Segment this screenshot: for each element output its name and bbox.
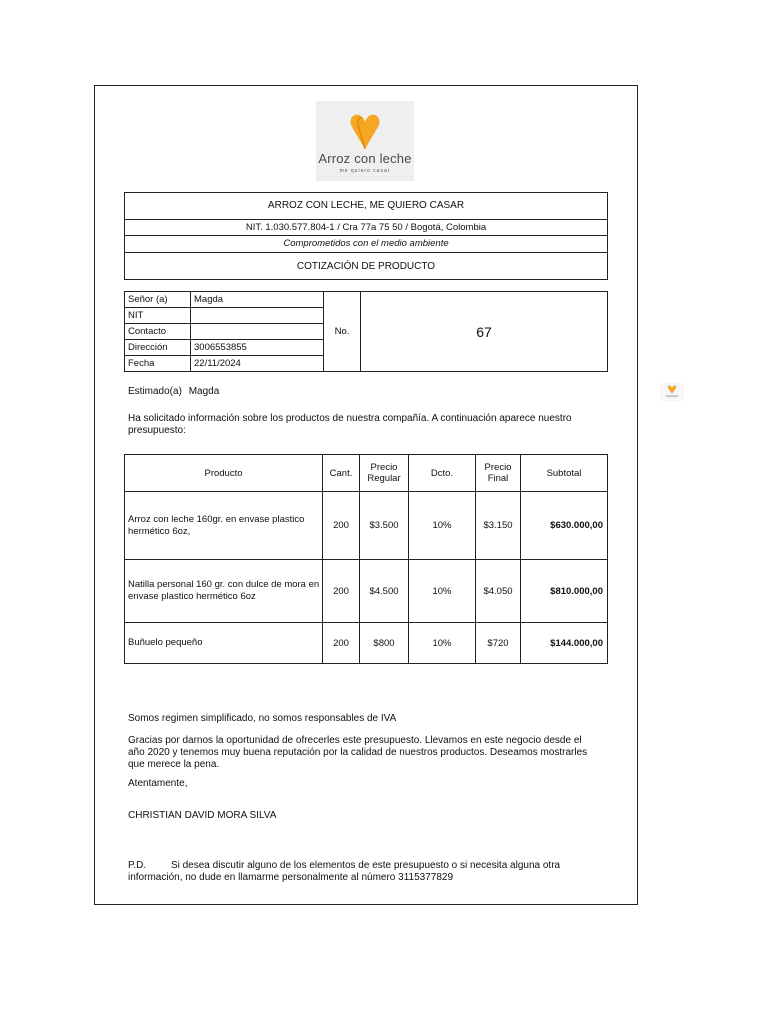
row-subtotal: $810.000,00: [521, 560, 608, 623]
row-precio-final: $4.050: [476, 560, 521, 623]
logo-tagline: me quiero casar: [339, 168, 391, 174]
senor-label: Señor (a): [125, 292, 191, 308]
contacto-label: Contacto: [125, 324, 191, 340]
row-cant: 200: [323, 623, 360, 664]
signer-name: CHRISTIAN DAVID MORA SILVA: [128, 810, 277, 821]
document-title: COTIZACIÓN DE PRODUCTO: [296, 261, 436, 272]
nit-address: NIT. 1.030.577.804-1 / Cra 77a 75 50 / Bogotá, Colombia: [245, 222, 487, 233]
intro-paragraph: Ha solicitado información sobre los productos de nuestra compañía. A continuación aparece nuestro presupuesto:: [128, 413, 572, 436]
greeting-label: Estimado(a): [128, 386, 182, 397]
row-producto: Natilla personal 160 gr. con dulce de mora en envase plastico hermético 6oz: [125, 560, 323, 623]
row-precio-regular: $3.500: [360, 492, 409, 560]
table-row: [125, 560, 608, 623]
company-logo: [316, 101, 414, 181]
thanks-paragraph: Gracias por darnos la oportunidad de ofrecerles este presupuesto. Llevamos en este negocio desde el año 2020 y tenemos muy buena reputación por la calidad de nuestros productos. Deseamos mostrarles que merece la pena.: [128, 735, 588, 770]
number-label: No.: [324, 292, 361, 372]
row-subtotal: $144.000,00: [521, 623, 608, 664]
row-precio-regular: $4.500: [360, 560, 409, 623]
header-precio-regular: Precio Regular: [360, 455, 409, 492]
direccion-value: 3006553855: [191, 340, 324, 356]
row-producto: Arroz con leche 160gr. en envase plastico hermético 6oz,: [125, 492, 323, 560]
small-logo-icon: [660, 383, 684, 401]
motto-box: [124, 235, 608, 253]
table-row: [125, 623, 608, 664]
header-precio-final: Precio Final: [476, 455, 521, 492]
client-info-table: [124, 291, 608, 372]
row-cant: 200: [323, 492, 360, 560]
row-cant: 200: [323, 560, 360, 623]
doc-title-box: [124, 252, 608, 280]
direccion-label: Dirección: [125, 340, 191, 356]
greeting-name: Magda: [188, 386, 220, 397]
closing-text: Atentamente,: [128, 778, 188, 789]
row-dcto: 10%: [409, 623, 476, 664]
nit-address-box: [124, 219, 608, 236]
row-precio-regular: $800: [360, 623, 409, 664]
greeting: [128, 386, 219, 398]
nit-label: NIT: [125, 308, 191, 324]
header-dcto: Dcto.: [409, 455, 476, 492]
company-name: ARROZ CON LECHE, ME QUIERO CASAR: [267, 200, 465, 211]
quote-number: 67: [361, 292, 608, 372]
row-producto: Buñuelo pequeño: [125, 623, 323, 664]
header-cant: Cant.: [323, 455, 360, 492]
senor-value: Magda: [191, 292, 324, 308]
postscript: [128, 860, 598, 884]
table-header-row: [125, 455, 608, 492]
heart-logo-icon: [349, 111, 381, 151]
header-producto: Producto: [125, 455, 323, 492]
products-table: [124, 454, 608, 664]
fecha-label: Fecha: [125, 356, 191, 372]
iva-note: Somos regimen simplificado, no somos responsables de IVA: [128, 713, 397, 724]
table-row: [125, 492, 608, 560]
company-motto: Comprometidos con el medio ambiente: [283, 238, 449, 249]
row-subtotal: $630.000,00: [521, 492, 608, 560]
row-precio-final: $720: [476, 623, 521, 664]
row-dcto: 10%: [409, 492, 476, 560]
header-subtotal: Subtotal: [521, 455, 608, 492]
pd-label: P.D.: [128, 860, 147, 871]
pd-text: Si desea discutir alguno de los elementos de este presupuesto o si necesita alguna otra información, no dude en llamarme personalmente al número 3115377829: [128, 860, 561, 883]
row-dcto: 10%: [409, 560, 476, 623]
contacto-value: [191, 324, 324, 340]
company-name-box: [124, 192, 608, 220]
logo-brand-text: Arroz con leche: [318, 151, 412, 166]
fecha-value: 22/11/2024: [191, 356, 324, 372]
row-precio-final: $3.150: [476, 492, 521, 560]
nit-value: [191, 308, 324, 324]
